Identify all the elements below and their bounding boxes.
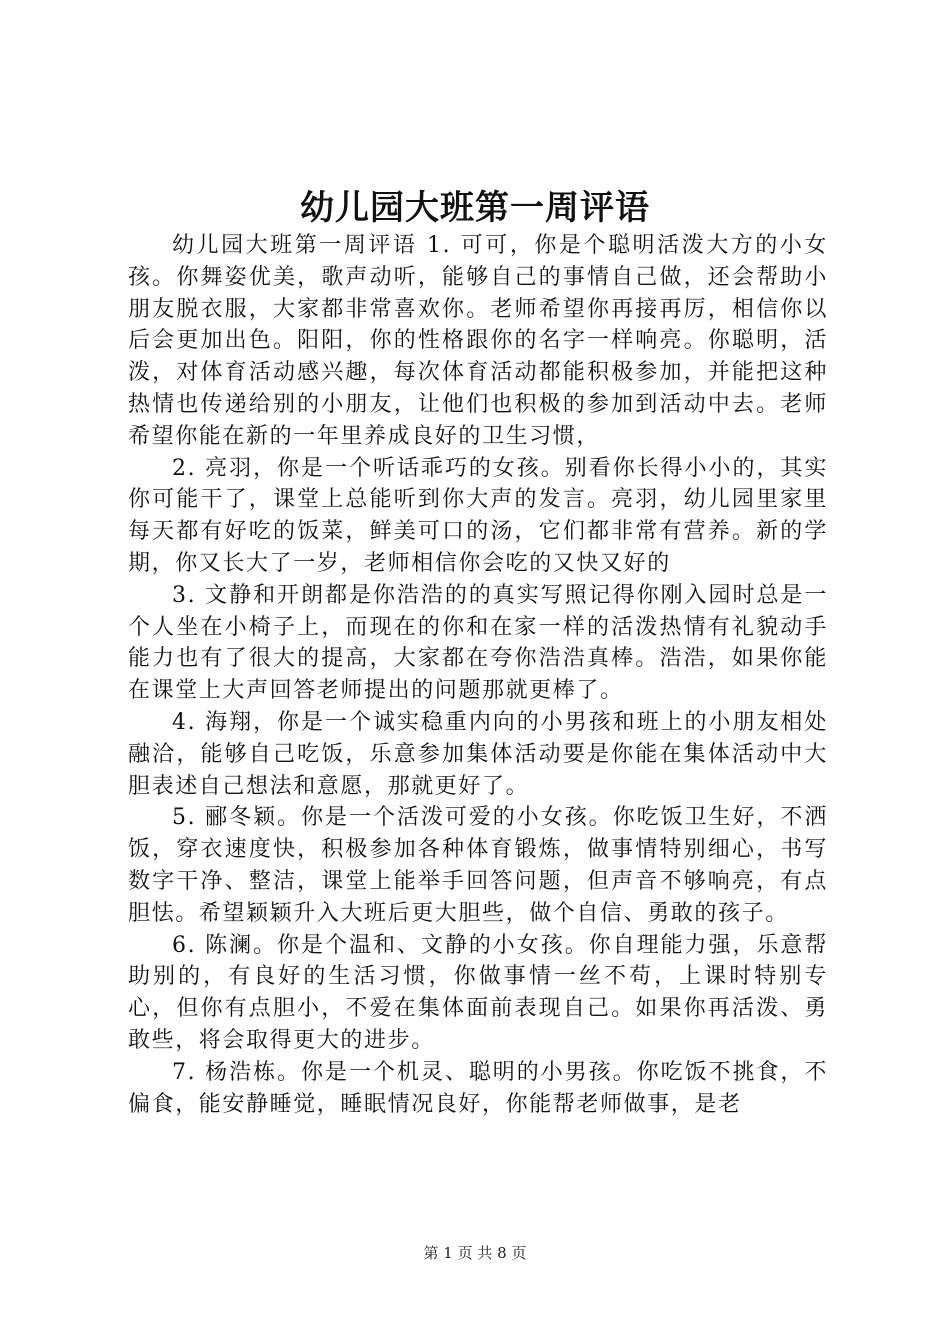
paragraph-5: 5. 郦冬颖。你是一个活泼可爱的小女孩。你吃饭卫生好，不洒饭，穿衣速度快，积极参加各种体育锻炼，做事情特别细心，书写数字干净、整洁，课堂上能举手回答问题，但声音不够响亮，有点胆怯。希望颖颖升入大班后更大胆些，做个自信、勇敢的孩子。 <box>128 805 828 926</box>
document-body <box>128 230 828 1120</box>
paragraph-1: 幼儿园大班第一周评语 1. 可可，你是个聪明活泼大方的小女孩。你舞姿优美，歌声动听，能够自己的事情自己做，还会帮助小朋友脱衣服，大家都非常喜欢你。老师希望你再接再厉，相信你以后会更加出色。阳阳，你的性格跟你的名字一样响亮。你聪明，活泼，对体育活动感兴趣，每次体育活动都能积极参加，并能把这种热情也传递给别的小朋友，让他们也积极的参加到活动中去。老师希望你能在新的一年里养成良好的卫生习惯， <box>128 233 828 449</box>
page-footer: 第 1 页 共 8 页 <box>423 1244 527 1262</box>
paragraph-3: 3. 文静和开朗都是你浩浩的的真实写照记得你刚入园时总是一个人坐在小椅子上，而现在的你和在家一样的活泼热情有礼貌动手能力也有了很大的提高，大家都在夸你浩浩真棒。浩浩，如果你能在课堂上大声回答老师提出的问题那就更棒了。 <box>128 582 828 704</box>
document-title: 幼儿园大班第一周评语 <box>300 188 650 228</box>
paragraph-2: 2. 亮羽，你是一个听话乖巧的女孩。别看你长得小小的，其实你可能干了，课堂上总能听到你大声的发言。亮羽，幼儿园里家里每天都有好吃的饭菜，鲜美可口的汤，它们都非常有营养。新的学期，你又长大了一岁，老师相信你会吃的又快又好的 <box>128 455 828 576</box>
paragraph-4: 4. 海翔，你是一个诚实稳重内向的小男孩和班上的小朋友相处融洽，能够自己吃饭，乐意参加集体活动要是你能在集体活动中大胆表述自己想法和意愿，那就更好了。 <box>128 709 828 799</box>
paragraph-7: 7. 杨浩栋。你是一个机灵、聪明的小男孩。你吃饭不挑食，不偏食，能安静睡觉，睡眠情况良好，你能帮老师做事，是老 <box>128 1059 828 1117</box>
paragraph-6: 6. 陈澜。你是个温和、文静的小女孩。你自理能力强，乐意帮助别的，有良好的生活习惯，你做事情一丝不苟，上课时特别专心，但你有点胆小，不爱在集体面前表现自己。如果你再活泼、勇敢些，将会取得更大的进步。 <box>128 932 828 1053</box>
